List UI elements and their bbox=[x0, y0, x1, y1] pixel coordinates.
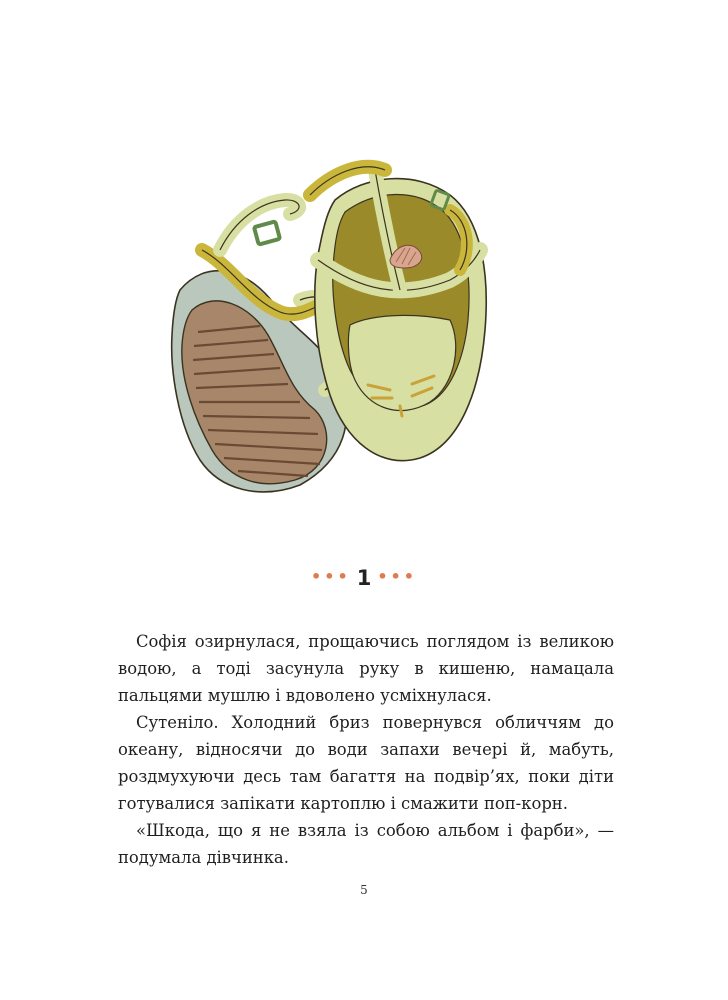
chapter-dots-right: ••• bbox=[377, 567, 417, 586]
chapter-number: 1 bbox=[356, 566, 372, 590]
paragraph-3: «Шкода, що я не взяла із собою альбом і фарби», — подумала дівчинка. bbox=[118, 821, 614, 867]
sandals-illustration bbox=[150, 140, 550, 510]
sandals-icon bbox=[150, 140, 550, 510]
page-number: 5 bbox=[360, 883, 368, 897]
body-text bbox=[118, 628, 614, 871]
chapter-heading bbox=[0, 563, 728, 592]
chapter-dots-left: ••• bbox=[311, 567, 351, 586]
paragraph-2: Сутеніло. Холодний бриз повернувся обличчям до океану, відносячи до води запахи вечері й, мабуть, роздмухуючи десь там багаття на подвір’ях, поки діти готувалися запікати картоплю і смажити поп-корн. bbox=[118, 713, 614, 813]
paragraph-1: Софія озирнулася, прощаючись поглядом із великою водою, а тоді засунула руку в кишеню, намацала пальцями мушлю і вдоволено усміхнулася. bbox=[118, 632, 614, 705]
